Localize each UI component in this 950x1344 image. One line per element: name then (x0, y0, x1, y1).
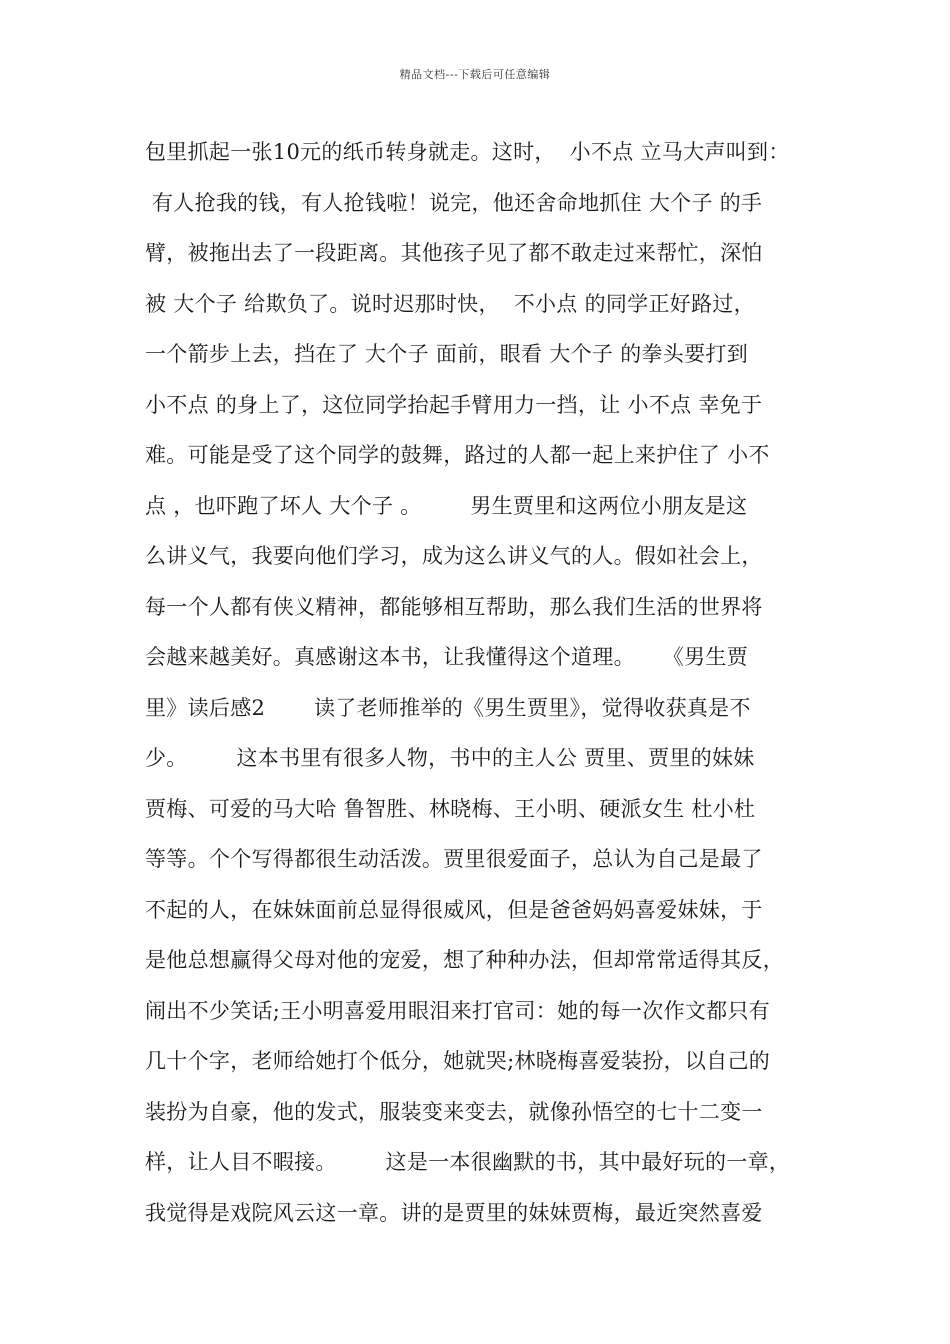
text-line: 不起的人，在妹妹面前总显得很威风，但是爸爸妈妈喜爱妹妹，于 (145, 897, 763, 922)
text-line: 等等。个个写得都很生动活泼。贾里很爱面子，总认为自己是最了 (145, 847, 763, 871)
page-header: 精品文档---下载后可任意编辑 (399, 68, 551, 81)
text-line: 点 ，也吓跑了坏人 大个子 。 男生贾里和这两位小朋友是这 (145, 493, 748, 518)
text-line: 少。 这本书里有很多人物，书中的主人公 贾里、贾里的妹妹 (145, 746, 755, 770)
text-line: 我觉得是戏院风云这一章。讲的是贾里的妹妹贾梅，最近突然喜爱 (145, 1200, 763, 1225)
document-body (145, 134, 815, 1245)
text-line: 有人抢我的钱，有人抢钱啦！说完，他还舍命地抓住 大个子 的手 (145, 190, 763, 215)
text-line: 么讲义气，我要向他们学习，成为这么讲义气的人。假如社会上， (145, 544, 763, 568)
text-line: 几十个字，老师给她打个低分，她就哭;林晓梅喜爱装扮，以自己的 (145, 1049, 771, 1073)
text-line: 是他总想赢得父母对他的宠爱，想了种种办法，但却常常适得其反， (145, 948, 784, 972)
text-line: 装扮为自豪，他的发式，服装变来变去，就像孙悟空的七十二变一 (145, 1099, 763, 1124)
text-line: 会越来越美好。真感谢这本书，让我懂得这个道理。 《男生贾 (145, 645, 748, 669)
text-line: 包里抓起一张10元的纸币转身就走。这时， 小不点 立马大声叫到： (145, 140, 790, 164)
text-line: 难。可能是受了这个同学的鼓舞，路过的人都一起上来护住了 小不 (145, 443, 770, 467)
text-line: 一个箭步上去，挡在了 大个子 面前，眼看 大个子 的拳头要打到 (145, 342, 748, 366)
text-line: 样，让人目不暇接。 这是一本很幽默的书，其中最好玩的一章， (145, 1150, 791, 1174)
text-line: 小不点 的身上了，这位同学抬起手臂用力一挡，让 小不点 幸免于 (145, 392, 763, 417)
text-line: 被 大个子 给欺负了。说时迟那时快， 不小点 的同学正好路过， (145, 291, 755, 316)
text-line: 闹出不少笑话;王小明喜爱用眼泪来打官司：她的每一次作文都只有 (145, 998, 771, 1023)
text-line: 臂，被拖出去了一段距离。其他孩子见了都不敢走过来帮忙，深怕 (145, 241, 763, 265)
text-line: 每一个人都有侠义精神，都能够相互帮助，那么我们生活的世界将 (145, 594, 763, 619)
text-line: 贾梅、可爱的马大哈 鲁智胜、林晓梅、王小明、硬派女生 杜小杜 (145, 796, 756, 821)
text-line: 里》读后感2 读了老师推举的《男生贾里》，觉得收获真是不 (145, 695, 751, 720)
